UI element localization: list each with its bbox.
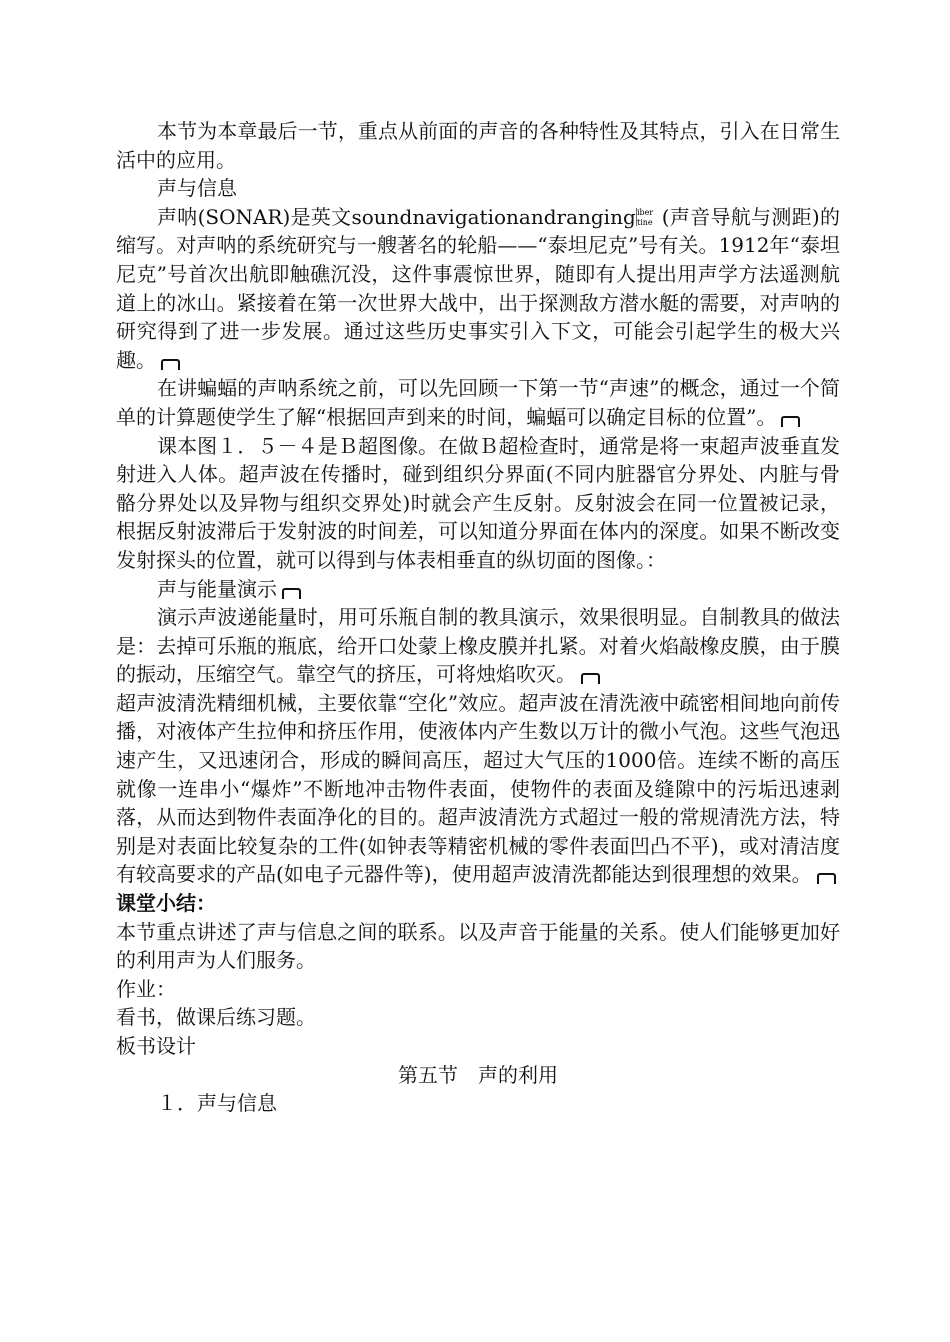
intro-paragraph: 本节为本章最后一节，重点从前面的声音的各种特性及其特点，引入在日常生活中的应用。 bbox=[116, 119, 840, 172]
heading-energy-demo bbox=[116, 575, 840, 604]
sonar-paragraph bbox=[116, 203, 840, 375]
sonar-text-a: 声呐(SONAR)是英文soundnavigationandranging bbox=[157, 204, 636, 229]
anchor-mark-icon bbox=[781, 416, 800, 427]
board-design-heading: 板书设计 bbox=[116, 1034, 196, 1058]
homework-heading: 作业： bbox=[116, 976, 176, 1001]
anchor-mark-icon bbox=[581, 673, 600, 684]
ultrasound-text: 课本图１．５－４是Ｂ超图像。在做Ｂ超检查时，通常是将一束超声波垂直发射进入人体。超声波在传播时，碰到组织分界面(不同内脏器官分界处、内脏与骨骼分界处以及异物与组织交界处)时就会产生反射。反射波会在同一位置被记录，根据反射波滞后于发射波的时间差，可以知道分界面在体内的深度。如果不断改变发射探头的位置，就可以得到与体表相垂直的纵切面的图像。 bbox=[116, 433, 840, 572]
document-page bbox=[116, 117, 840, 1118]
section-title: 第五节 声的利用 bbox=[398, 1062, 558, 1087]
sonar-text-b: (声音导航与测距)的缩写。对声呐的系统研究与一艘著名的轮船——“泰坦尼克”号有关。1912年“泰坦尼克”号首次出航即触礁沉没，这件事震惊世界，随即有人提出用声学方法遥测航道上的冰山。紧接着在第一次世界大战中，出于探测敌方潜水艇的需要，对声呐的研究得到了进一步发展。通过这些历史事实引入下文，可能会引起学生的极大兴趣。 bbox=[116, 204, 840, 372]
anchor-mark-icon bbox=[161, 359, 180, 370]
summary-heading: 课堂小结： bbox=[116, 891, 216, 916]
energy-heading-text: 声与能量演示 bbox=[157, 576, 277, 601]
outline-item-1: １．声与信息 bbox=[157, 1091, 277, 1116]
ultrasound-tail-mark: ： bbox=[646, 547, 666, 572]
demo-paragraph bbox=[116, 603, 840, 689]
heading-sound-info: 声与信息 bbox=[157, 176, 237, 201]
svg-text:iber: iber bbox=[636, 207, 654, 217]
anchor-mark-icon bbox=[282, 588, 301, 599]
demo-text: 演示声波递能量时，用可乐瓶自制的教具演示，效果很明显。自制教具的做法是：去掉可乐瓶的瓶底，给开口处蒙上橡皮膜并扎紧。对着火焰敲橡皮膜，由于膜的振动，压缩空气。靠空气的挤压，可将烛焰吹灭。 bbox=[116, 605, 840, 687]
bat-paragraph bbox=[116, 374, 840, 431]
garbled-glyph-icon bbox=[636, 206, 662, 228]
ultrasound-paragraph bbox=[116, 432, 840, 575]
homework-text: 看书，做课后练习题。 bbox=[116, 1005, 316, 1030]
summary-text: 本节重点讲述了声与信息之间的联系。以及声音于能量的关系。使人们能够更加好的利用声为人们服务。 bbox=[116, 919, 840, 973]
bat-text: 在讲蝙蝠的声呐系统之前，可以先回顾一下第一节“声速”的概念，通过一个简单的计算题使学生了解“根据回声到来的时间，蝙蝠可以确定目标的位置”。 bbox=[116, 376, 840, 429]
cleaning-text: 超声波清洗精细机械，主要依靠“空化”效应。超声波在清洗液中疏密相间地向前传播，对液体产生拉伸和挤压作用，使液体内产生数以万计的微小气泡。这些气泡迅速产生，又迅速闭合，形成的瞬间高压，超过大气压的1000倍。连续不断的高压就像一连串小“爆炸”不断地冲击物件表面，使物件的表面及缝隙中的污垢迅速剥落，从而达到物件表面净化的目的。超声波清洗方式超过一般的常规清洗方法，特别是对表面比较复杂的工件(如钟表等精密机械的零件表面凹凸不平)，或对清洁度有较高要求的产品(如电子元器件等)，使用超声波清洗都能达到很理想的效果。 bbox=[116, 690, 840, 887]
anchor-mark-icon bbox=[817, 873, 836, 884]
svg-text:tine: tine bbox=[636, 217, 653, 227]
cleaning-paragraph bbox=[116, 689, 840, 889]
